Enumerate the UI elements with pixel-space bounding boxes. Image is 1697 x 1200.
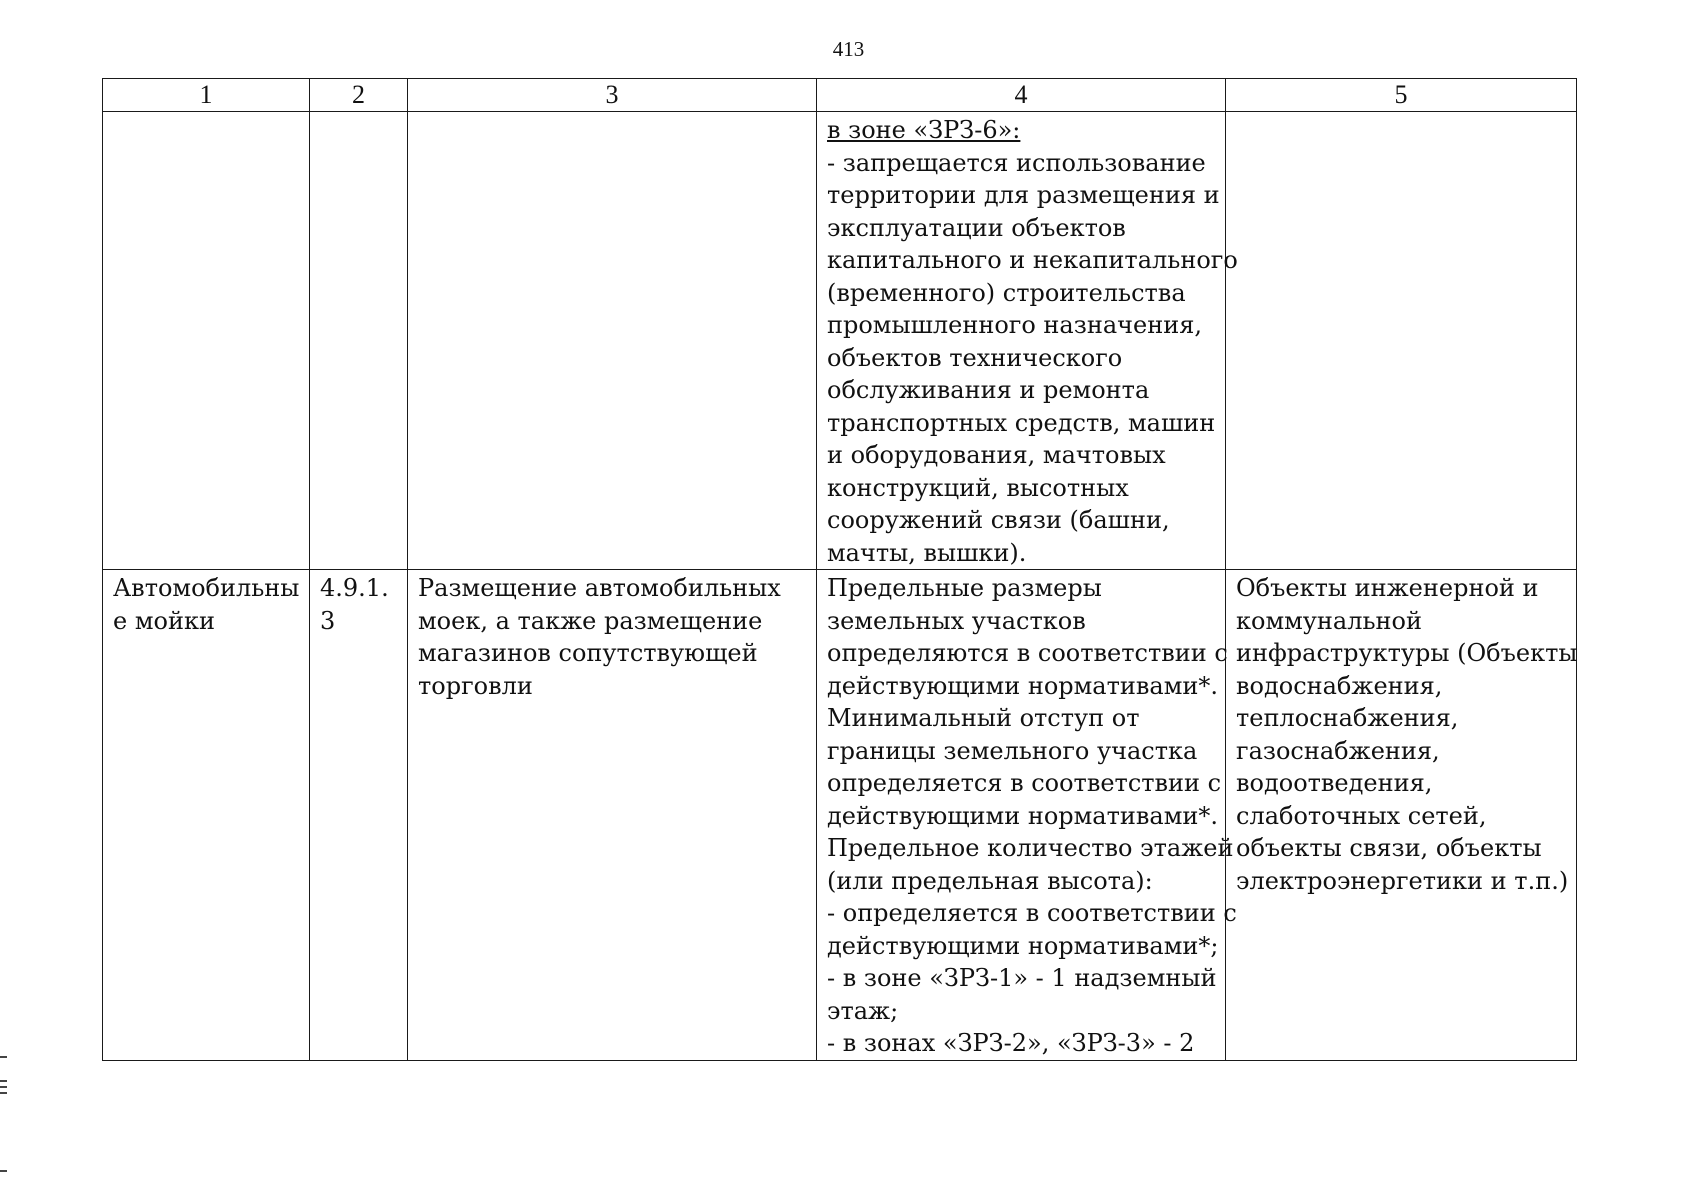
row1-col4-cell [817, 112, 1238, 570]
row2-col1-cell [103, 570, 310, 1061]
text-line: - в зоне «ЗРЗ-1» - 1 надземный [827, 964, 1217, 992]
use-type-name [113, 572, 299, 637]
text-line: Размещение автомобильных [418, 574, 781, 602]
text-line: - в зонах «ЗРЗ-2», «ЗРЗ-3» - 2 [827, 1029, 1195, 1057]
text-line: и оборудования, мачтовых [827, 441, 1166, 469]
text-line: 4.9.1. [320, 574, 389, 602]
regulations-table [102, 78, 1577, 1061]
text-line: водоснабжения, [1236, 671, 1443, 700]
text-line: Предельные размеры [827, 574, 1102, 602]
row2-col5-cell [1226, 570, 1577, 1061]
row1-col5-cell [1226, 112, 1577, 570]
text-line: объекты связи, объекты [1236, 834, 1542, 862]
column-header-1: 1 [103, 79, 310, 112]
row1-col3-cell [408, 112, 817, 570]
scan-margin-mark [0, 1092, 7, 1094]
text-line: Автомобильны [113, 574, 300, 602]
limit-parameters-text [827, 572, 1237, 1060]
text-line: транспортных средств, машин [827, 408, 1216, 437]
text-line: промышленного назначения, [827, 311, 1202, 339]
column-header-3: 3 [408, 79, 817, 112]
table-row-car-wash [103, 570, 1577, 1061]
column-header-2: 2 [310, 79, 408, 112]
text-line: - запрещается использование [827, 148, 1206, 177]
text-line: теплоснабжения, [1236, 704, 1459, 732]
text-line: конструкций, высотных [827, 473, 1129, 502]
auxiliary-uses-text [1236, 572, 1578, 897]
text-line: действующими нормативами*; [827, 931, 1219, 960]
row2-col3-cell [408, 570, 817, 1061]
text-line: обслуживания и ремонта [827, 376, 1150, 404]
text-line: Объекты инженерной и [1236, 574, 1539, 602]
use-description [418, 572, 806, 702]
table-row-continuation [103, 112, 1577, 570]
scan-margin-mark [0, 1086, 7, 1088]
text-line: - определяется в соответствии с [827, 899, 1237, 927]
column-header-4: 4 [817, 79, 1226, 112]
text-line: торговли [418, 671, 533, 700]
text-line: объектов технического [827, 343, 1123, 372]
text-line: действующими нормативами*. [827, 671, 1218, 700]
text-line: территории для размещения и [827, 181, 1220, 209]
text-line: (временного) строительства [827, 278, 1186, 307]
row1-col2-cell [310, 112, 408, 570]
text-line: Минимальный отступ от [827, 704, 1140, 732]
text-line: слаботочных сетей, [1236, 801, 1487, 830]
text-line: земельных участков [827, 606, 1086, 635]
use-code [320, 572, 397, 637]
text-line: водоотведения, [1236, 769, 1433, 797]
text-line: эксплуатации объектов [827, 213, 1126, 242]
text-line: газоснабжения, [1236, 736, 1440, 765]
text-line: магазинов сопутствующей [418, 639, 758, 667]
text-line: сооружений связи (башни, [827, 506, 1170, 534]
text-line: границы земельного участка [827, 736, 1198, 765]
text-line: определяются в соответствии с [827, 639, 1228, 667]
zone-heading: в зоне «ЗРЗ-6»: [827, 116, 1021, 144]
text-line: инфраструктуры (Объекты [1236, 639, 1578, 667]
text-line: 3 [320, 606, 336, 635]
text-line: этаж; [827, 996, 899, 1025]
text-line: коммунальной [1236, 606, 1422, 635]
scan-margin-mark [0, 1056, 7, 1058]
text-line: мачты, вышки). [827, 538, 1027, 567]
text-line: определяется в соответствии с [827, 769, 1222, 797]
text-line: (или предельная высота): [827, 866, 1153, 895]
row2-col2-cell [310, 570, 408, 1061]
text-line: капитального и некапитального [827, 246, 1238, 274]
zrz6-restrictions-text [827, 114, 1238, 569]
scan-margin-mark [0, 1080, 7, 1082]
row2-col4-cell [817, 570, 1237, 1061]
page-number: 413 [832, 37, 865, 61]
table-header-row [103, 79, 1577, 112]
text-line: Предельное количество этажей [827, 834, 1234, 862]
scan-margin-mark [0, 1170, 7, 1172]
text-line: действующими нормативами*. [827, 801, 1218, 830]
row1-col1-cell [103, 112, 310, 570]
column-header-5: 5 [1226, 79, 1577, 112]
text-line: моек, а также размещение [418, 606, 763, 635]
text-line: е мойки [113, 606, 215, 635]
text-line: электроэнергетики и т.п.) [1236, 866, 1569, 895]
